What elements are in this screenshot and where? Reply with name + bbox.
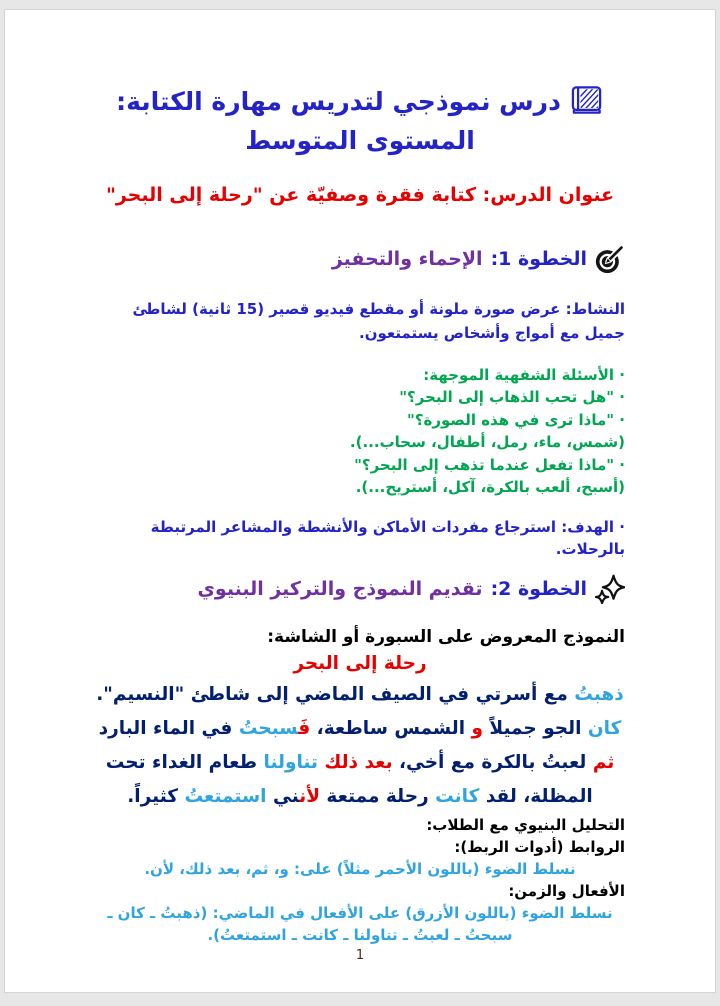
doc-title <box>95 82 625 160</box>
analysis-heading: التحليل البنيوي مع الطلاب: <box>426 816 625 835</box>
book-icon <box>570 85 604 115</box>
goal-text <box>95 516 625 560</box>
question-line: · "ماذا تفعل عندما تذهب إلى البحر؟" <box>354 455 625 474</box>
step2-heading <box>95 574 625 604</box>
model-segment-base: في الماء البارد <box>98 718 239 740</box>
goal-text-label: الهدف: استرجاع مفردات الأماكن والأنشطة والمشاعر المرتبطة بالرحلات. <box>150 518 625 559</box>
dartboard-icon <box>595 244 625 274</box>
analysis-item-heading: الأفعال والزمن: <box>508 882 625 901</box>
model-segment-base: كثيراً. <box>127 786 185 808</box>
doc-title-text: درس نموذجي لتدريس مهارة الكتابة: <box>116 87 561 116</box>
analysis-section <box>95 814 625 946</box>
activity-text: النشاط: عرض صورة ملونة أو مقطع فيديو قصير (15 ثانية) لشاطئ جميل مع أمواج وأشخاص يستمتعون. <box>132 300 625 342</box>
model-paragraph <box>95 678 625 814</box>
model-segment-conn: لأن‍ <box>299 786 320 808</box>
bullet-dot: · <box>619 518 625 537</box>
question-line: (أسبح، ألعب بالكرة، آكل، أستريح...). <box>355 478 625 497</box>
model-segment-base: لعبتُ بالكرة مع أخي، <box>392 752 593 774</box>
model-segment-verb: كان <box>587 718 622 740</box>
model-segment-base: الشمس ساطعة، <box>310 718 472 740</box>
analysis-item-note: نسلط الضوء (باللون الأحمر مثلاً) على: و، ثم، بعد ذلك، لأن. <box>144 860 576 879</box>
model-segment-base: ‍ني <box>266 786 300 808</box>
question-line: · "هل تحب الذهاب إلى البحر؟" <box>399 388 625 407</box>
analysis-item-note: نسلط الضوء (باللون الأزرق) على الأفعال في الماضي: (ذهبتُ ـ كان ـ سبحتُ ـ لعبتُ ـ تناولنا ـ كانت ـ استمتعتُ). <box>107 904 613 945</box>
model-segment-verb: استمتعتُ <box>184 786 267 808</box>
sparkles-icon <box>595 574 625 604</box>
model-segment-conn: فَ‍ <box>298 718 311 740</box>
analysis-item-heading: الروابط (أدوات الربط): <box>454 838 625 857</box>
model-segment-base: مع أسرتي في الصيف الماضي إلى شاطئ "النسيم". <box>96 684 575 706</box>
document-page <box>4 9 716 993</box>
question-line: · الأسئلة الشفهية الموجهة: <box>423 366 625 384</box>
model-segment-base: الجو جميلاً <box>482 718 588 740</box>
doc-title-line1 <box>95 82 625 121</box>
model-segment-conn: بعد ذلك <box>324 752 393 774</box>
question-line: · "ماذا ترى في هذه الصورة؟" <box>407 410 625 429</box>
model-segment-base: رحلة ممتعة <box>319 786 436 808</box>
model-segment-verb: كانت <box>435 786 480 808</box>
analysis-items <box>95 836 625 946</box>
lesson-title: عنوان الدرس: كتابة فقرة وصفيّة عن "رحلة إلى البحر" <box>105 184 615 206</box>
model-segment-verb: ‍سبحتُ <box>238 718 299 740</box>
doc-title-line2: المستوى المتوسط <box>245 126 475 155</box>
step1-heading <box>95 244 625 274</box>
model-segment-conn: ثم <box>592 752 615 774</box>
step1-label: الخطوة 1: <box>490 248 587 270</box>
questions-list <box>95 364 625 498</box>
model-intro: النموذج المعروض على السبورة أو الشاشة: <box>267 627 625 648</box>
step2-name: تقديم النموذج والتركيز البنيوي <box>197 578 483 601</box>
question-line: (شمس، ماء، رمل، أطفال، سحاب...). <box>349 433 625 452</box>
model-segment-conn: و <box>471 718 483 740</box>
page-number: 1 <box>355 948 365 963</box>
model-segment-base: طعام الغداء تحت المظلة، لقد <box>105 752 593 808</box>
model-segment-verb: تناولنا <box>263 752 318 774</box>
step2-label: الخطوة 2: <box>490 578 587 601</box>
model-title: رحلة إلى البحر <box>293 653 427 675</box>
step1-name: الإحماء والتحفيز <box>331 248 483 270</box>
model-segment-verb: ذهبتُ <box>574 684 624 706</box>
